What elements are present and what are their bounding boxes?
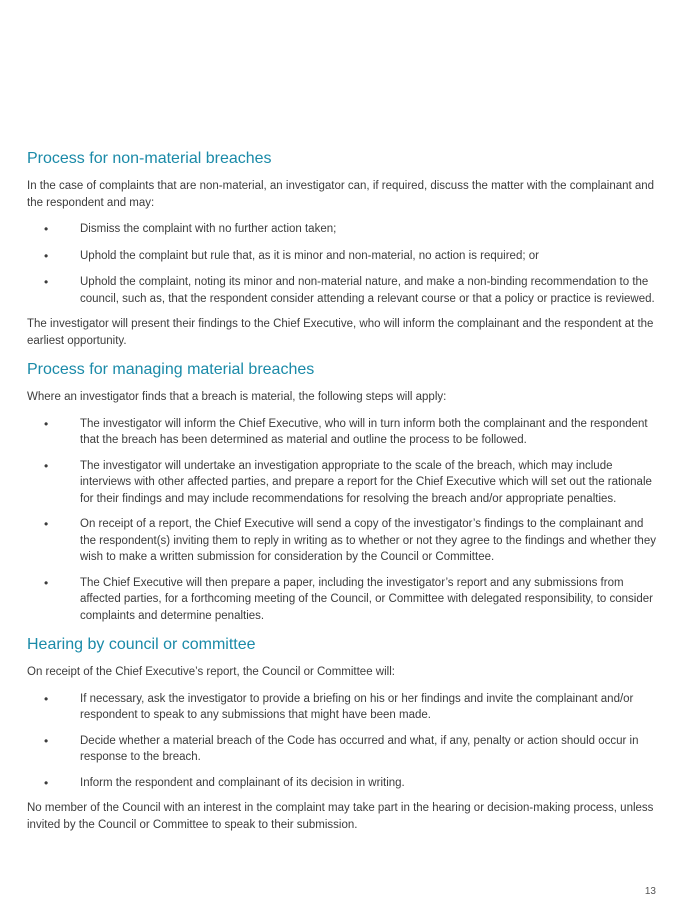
- page-number: 13: [644, 886, 656, 897]
- section-intro: On receipt of the Chief Executive’s report, the Council or Committee will:: [27, 666, 395, 678]
- list-item: • Dismiss the complaint with no further action taken;: [27, 221, 657, 238]
- list-item: • The investigator will undertake an investigation appropriate to the scale of the breach, which may include interviews with other affected parties, and prepare a report for the Chief Executive which will set out the rationale for their findings and may include recommendations for resolving the breach and/or appropriate penalties.: [27, 458, 657, 508]
- section-heading-hearing: Hearing by council or committee: [27, 636, 256, 653]
- section-intro: Where an investigator finds that a breach is material, the following steps will apply:: [27, 391, 447, 403]
- section-closing: The investigator will present their findings to the Chief Executive, who will inform the complainant and the respondent at the earliest opportunity.: [27, 318, 654, 347]
- section-heading-material: Process for managing material breaches: [27, 361, 315, 378]
- list-item: • If necessary, ask the investigator to provide a briefing on his or her findings and invite the complainant and/or respondent to speak to any submissions that might have been made.: [27, 691, 657, 724]
- bullet-list: [27, 221, 657, 307]
- list-item: • The Chief Executive will then prepare a paper, including the investigator’s report and any submissions from affected parties, for a forthcoming meeting of the Council, or Committee with delegated responsibility, to consider complaints and determine penalties.: [27, 575, 657, 625]
- list-item: • Decide whether a material breach of the Code has occurred and what, if any, penalty or action should occur in response to the breach.: [27, 733, 657, 766]
- list-item: • On receipt of a report, the Chief Executive will send a copy of the investigator’s findings to the complainant and the respondent(s) inviting them to reply in writing as to whether or not they agree to the findings and whether they wish to make a written submission for consideration by the Council or Committee.: [27, 516, 657, 566]
- list-item: • Uphold the complaint but rule that, as it is minor and non-material, no action is required; or: [27, 248, 657, 265]
- bullet-list: [27, 416, 657, 625]
- list-item: • Inform the respondent and complainant of its decision in writing.: [27, 775, 657, 792]
- list-item: • The investigator will inform the Chief Executive, who will in turn inform both the complainant and the respondent that the breach has been determined as material and outline the process to be followed.: [27, 416, 657, 449]
- lgnz-logo: [523, 0, 683, 60]
- section-intro: In the case of complaints that are non-material, an investigator can, if required, discuss the matter with the complainant and the respondent and may:: [27, 180, 655, 209]
- section-closing: No member of the Council with an interest in the complaint may take part in the hearing or decision-making process, unless invited by the Council or Committee to speak to their submission.: [27, 802, 654, 831]
- document-body: [27, 148, 657, 833]
- bullet-list: [27, 691, 657, 792]
- list-item: • Uphold the complaint, noting its minor and non-material nature, and make a non-binding recommendation to the council, such as, that the respondent consider attending a relevant course or that a policy or practice is reviewed.: [27, 274, 657, 307]
- section-heading-non-material: Process for non-material breaches: [27, 150, 272, 167]
